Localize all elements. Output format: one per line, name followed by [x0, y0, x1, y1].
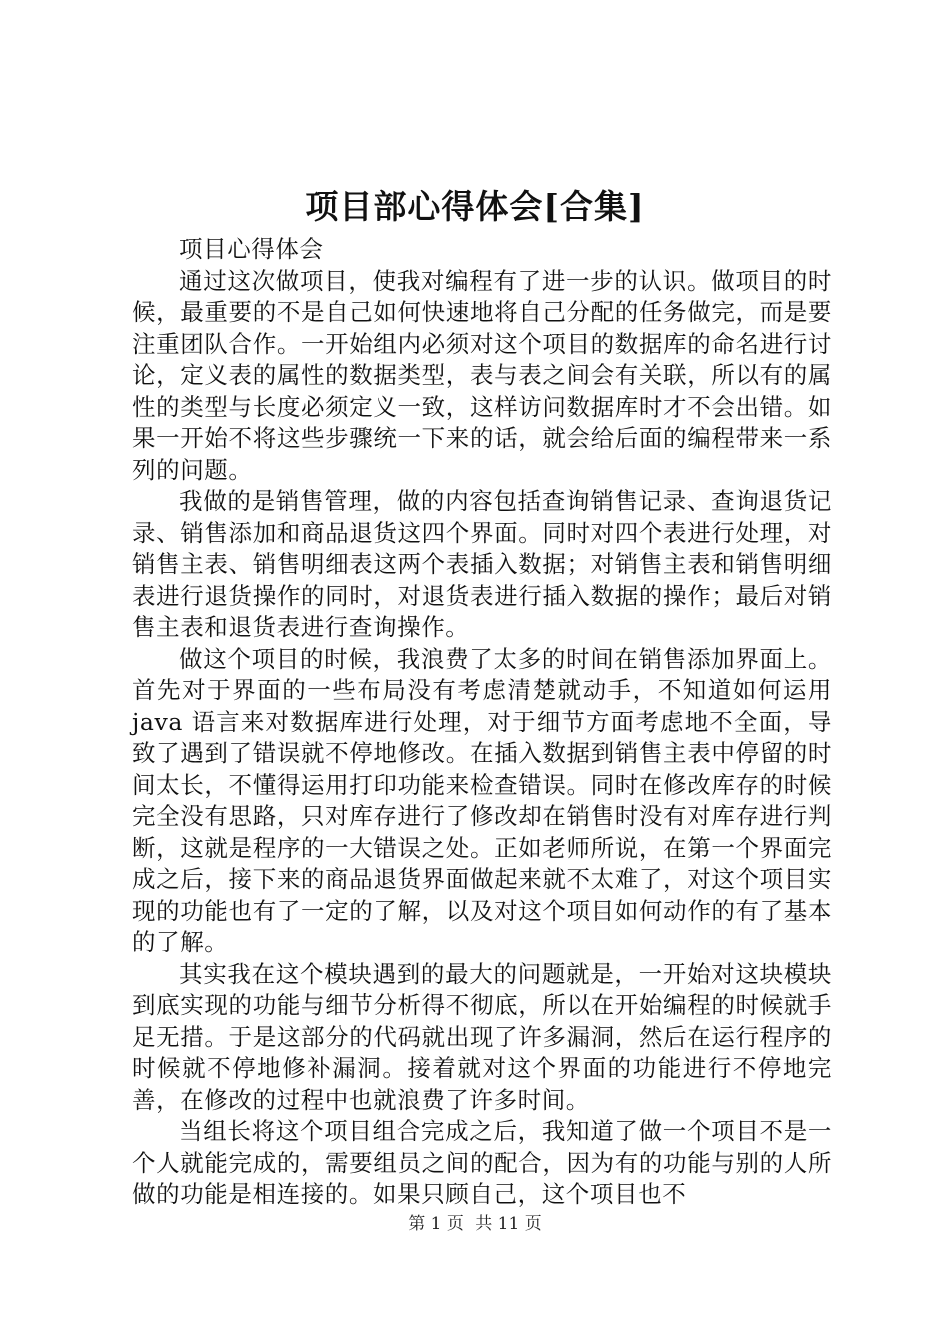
page-number: 第 1 页	[408, 1214, 464, 1234]
paragraph: 当组长将这个项目组合完成之后，我知道了做一个项目不是一个人就能完成的，需要组员之间的配合，因为有的功能与别的人所做的功能是相连接的。如果只顾自己，这个项目也不	[132, 1117, 832, 1208]
paragraph: 我做的是销售管理，做的内容包括查询销售记录、查询退货记录、销售添加和商品退货这四个界面。同时对四个表进行处理，对销售主表、销售明细表这两个表插入数据；对销售主表和销售明细表进行退货操作的同时，对退货表进行插入数据的操作；最后对销售主表和退货表进行查询操作。	[132, 487, 832, 641]
page-total: 共 11 页	[475, 1214, 542, 1234]
paragraph: 通过这次做项目，使我对编程有了进一步的认识。做项目的时候，最重要的不是自己如何快速地将自己分配的任务做完，而是要注重团队合作。一开始组内必须对这个项目的数据库的命名进行讨论，定义表的属性的数据类型，表与表之间会有关联，所以有的属性的类型与长度必须定义一致，这样访问数据库时才不会出错。如果一开始不将这些步骤统一下来的话，就会给后面的编程带来一系列的问题。	[132, 266, 832, 484]
page-footer	[0, 1212, 950, 1236]
document-body	[132, 234, 832, 1211]
document-title: 项目部心得体会[合集]	[305, 187, 645, 226]
paragraph: 做这个项目的时候，我浪费了太多的时间在销售添加界面上。首先对于界面的一些布局没有考虑清楚就动手，不知道如何运用 java 语言来对数据库进行处理，对于细节方面考虑地不全面，导致了遇到了错误就不停地修改。在插入数据到销售主表中停留的时间太长，不懂得运用打印功能来检查错误。同时在修改库存的时候完全没有思路，只对库存进行了修改却在销售时没有对库存进行判断，这就是程序的一大错误之处。正如老师所说，在第一个界面完成之后，接下来的商品退货界面做起来就不太难了，对这个项目实现的功能也有了一定的了解，以及对这个项目如何动作的有了基本的了解。	[132, 644, 832, 956]
paragraph: 其实我在这个模块遇到的最大的问题就是，一开始对这块模块到底实现的功能与细节分析得不彻底，所以在开始编程的时候就手足无措。于是这部分的代码就出现了许多漏洞，然后在运行程序的时候就不停地修补漏洞。接着就对这个界面的功能进行不停地完善，在修改的过程中也就浪费了许多时间。	[132, 959, 832, 1114]
paragraph-subtitle: 项目心得体会	[179, 235, 324, 263]
